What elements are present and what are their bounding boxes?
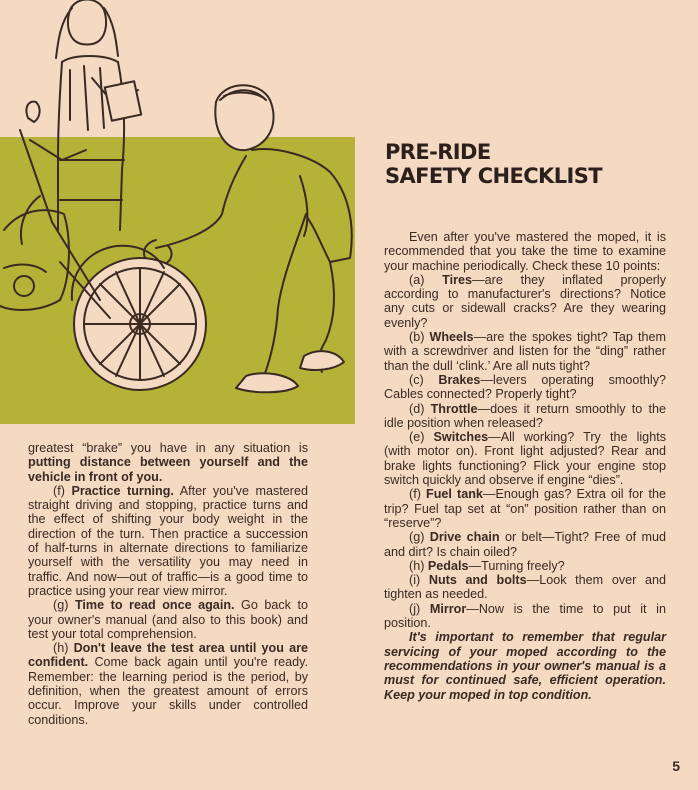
checklist-item: [384, 373, 666, 402]
right-column: [384, 230, 666, 702]
page-title: [385, 140, 602, 188]
item-text: —are the spokes tight? Tap them with a screwdriver and listen for the “ding” rather than the dull ‘clink.’ Are all nuts tight?: [384, 330, 666, 373]
item-term: Switches: [433, 430, 489, 445]
item-heading: Don't leave the test area until you are confident.: [28, 641, 308, 670]
checklist-item: [384, 559, 666, 573]
item-heading: Time to read once again.: [74, 598, 235, 613]
checklist-item: [384, 273, 666, 330]
item-term: Wheels: [429, 330, 474, 345]
checklist-item: [384, 430, 666, 487]
title-line-1: PRE-RIDE: [385, 140, 491, 164]
title-line-2: SAFETY CHECKLIST: [385, 164, 602, 188]
left-column: [28, 441, 308, 727]
item-letter: (i): [409, 573, 429, 588]
paragraph: [28, 484, 308, 598]
paragraph: [28, 441, 308, 484]
item-text: —Look them over and tighten as needed.: [384, 573, 666, 602]
text-run: Come back again until you're ready. Remember: the learning period is the period, by definition, when the greatest amount of errors occur. Improve your skills under controlled conditions.: [28, 655, 308, 727]
checklist-item: [384, 330, 666, 373]
checklist-item: [384, 402, 666, 431]
text-run: greatest “brake” you have in any situation is: [28, 441, 308, 455]
checklist-item: [384, 573, 666, 602]
item-text: —are they inflated properly according to manufacturer's directions? Notice any cuts or sidewall cracks? Are they wearing evenly?: [384, 272, 666, 330]
checklist-item: [384, 487, 666, 530]
item-letter: (c): [409, 372, 439, 387]
intro-paragraph: Even after you've mastered the moped, it is recommended that you take the time to examine your machine periodically. Check these 10 points:: [384, 230, 666, 273]
item-text: —Turning freely?: [468, 558, 565, 573]
closing-paragraph: It's important to remember that regular servicing of your moped according to the recommendations in your owner's manual is a must for continued safe, efficient operation. Keep your moped in top condition.: [384, 630, 666, 702]
item-term: Drive chain: [429, 530, 500, 545]
item-letter: (g): [409, 530, 430, 545]
item-term: Brakes: [438, 372, 481, 387]
item-term: Nuts and bolts: [428, 573, 527, 588]
item-text: —does it return smoothly to the idle position when released?: [384, 401, 667, 430]
item-letter: (h): [409, 558, 428, 573]
item-letter: (e): [409, 430, 434, 445]
item-letter: (g): [53, 598, 75, 613]
item-letter: (a): [409, 272, 443, 287]
item-text: —levers operating smoothly? Cables connected? Properly tight?: [384, 372, 666, 402]
item-text: —Enough gas? Extra oil for the trip? Fuel tap set at “on” position rather than on “reserve”?: [384, 487, 666, 530]
text-run: After you've mastered straight driving and stopping, practice turns and the effect of shifting your body weight in the direction of the turn. Then practice a succession of half-turns in alternate directions to familiarize yourself with the versatility you may need in traffic. And now—out of traffic—is a good time to practice using your rear view mirror.: [28, 483, 309, 598]
item-text: —All working? Try the lights (with motor on). Front light adjusted? Rear and brake lights functioning? Flick your engine stop switch quickly and observe if engine “dies”.: [384, 430, 666, 488]
checklist-item: [384, 530, 666, 559]
moped-inspection-illustration-icon: [0, 0, 360, 430]
item-term: Tires: [442, 272, 473, 287]
item-letter: (h): [53, 641, 74, 656]
item-text: —Now is the time to put it in position.: [384, 601, 666, 631]
paragraph: [28, 598, 308, 641]
item-term: Fuel tank: [426, 487, 483, 502]
page-number: 5: [672, 758, 680, 774]
item-term: Pedals: [427, 558, 469, 573]
item-heading: Practice turning.: [71, 483, 174, 498]
item-term: Throttle: [430, 401, 478, 416]
item-letter: (j): [409, 601, 430, 616]
item-term: Mirror: [429, 601, 467, 616]
item-letter: (f): [409, 487, 426, 502]
item-letter: (d): [409, 401, 431, 416]
checklist-item: [384, 602, 666, 631]
item-text: or belt—Tight? Free of mud and dirt? Is chain oiled?: [384, 530, 666, 559]
item-letter: (b): [409, 330, 430, 345]
text-run: Go back to your owner's manual (and also to this book) and test your total comprehension.: [28, 598, 309, 641]
emphasis-text: putting distance between yourself and the vehicle in front of you.: [28, 455, 308, 484]
paragraph: [28, 641, 308, 727]
item-letter: (f): [53, 483, 72, 498]
